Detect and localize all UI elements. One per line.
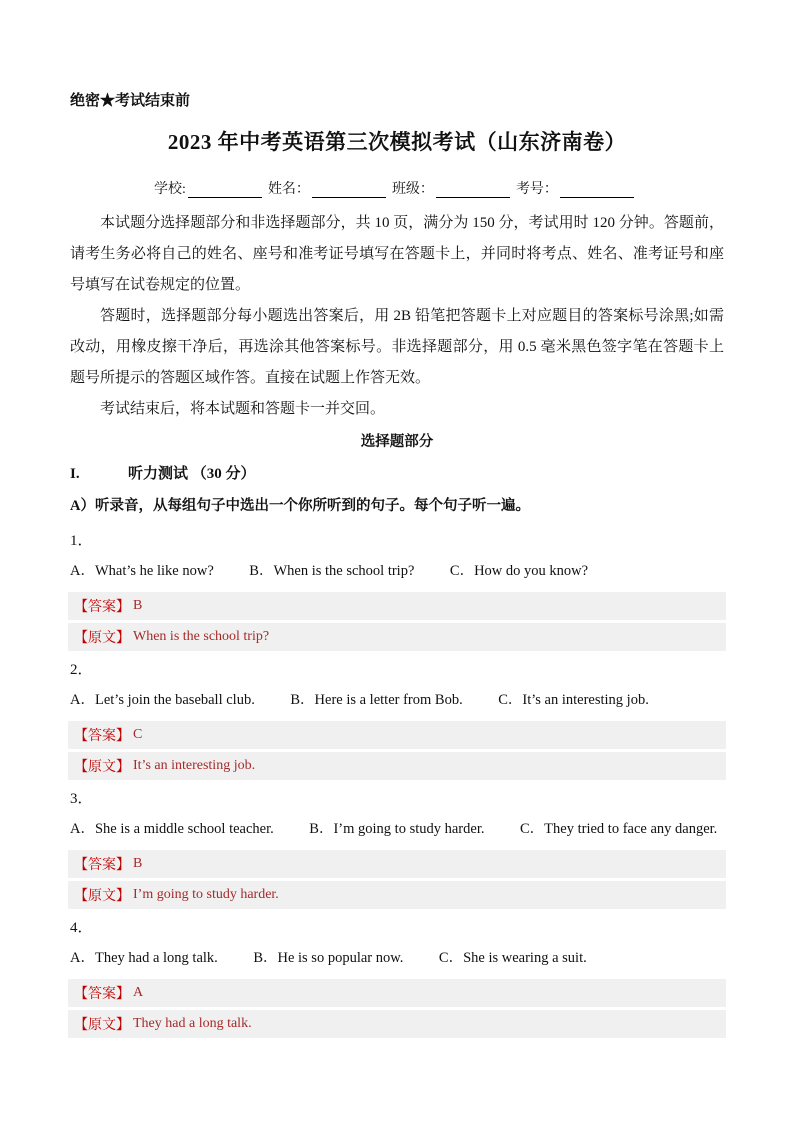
name-field	[268, 178, 386, 198]
answer-block	[68, 979, 726, 1038]
part-numeral: I.	[70, 466, 80, 482]
answer-row	[68, 592, 726, 620]
source-label: 【原文】	[74, 631, 130, 646]
source-value: When is the school trip?	[133, 629, 270, 644]
answer-value: B	[133, 598, 143, 613]
answer-label: 【答案】	[74, 600, 130, 615]
option-a: A．She is a middle school teacher.	[70, 821, 274, 837]
answer-row	[68, 850, 726, 878]
option-c: C．They tried to face any danger.	[520, 821, 718, 837]
option-b: B．When is the school trip?	[249, 563, 415, 579]
answer-label: 【答案】	[74, 858, 130, 873]
exam-instructions	[70, 208, 724, 425]
school-label: 学校:	[154, 182, 186, 197]
question-1	[70, 526, 724, 651]
answer-label: 【答案】	[74, 729, 130, 744]
question-number: 3．	[70, 791, 93, 807]
source-value: It’s an interesting job.	[133, 758, 256, 773]
subpart-heading: A）听录音，从每组句子中选出一个你所听到的句子。每个句子听一遍。	[70, 498, 530, 514]
source-row	[68, 752, 726, 780]
answer-row	[68, 721, 726, 749]
question-4	[70, 913, 724, 1038]
instruction-paragraph-1: 本试题分选择题部分和非选择题部分，共 10 页，满分为 150 分，考试用时 120 分钟。答题前，请考生务必将自己的姓名、座号和准考证号填写在答题卡上，并同时将考点、姓名、准考证号和座号填写在试卷规定的位置。	[70, 215, 724, 293]
class-blank-line	[436, 182, 510, 198]
option-b: B．Here is a letter from Bob.	[290, 692, 463, 708]
instruction-paragraph-2: 答题时，选择题部分每小题选出答案后，用 2B 铅笔把答题卡上对应题目的答案标号涂黑;如需改动，用橡皮擦干净后，再选涂其他答案标号。非选择题部分，用 0.5 毫米黑色签字笔在答题卡上题号所提示的答题区域作答。直接在试题上作答无效。	[70, 308, 724, 386]
security-notice: 绝密★考试结束前	[70, 93, 191, 109]
question-options	[70, 943, 724, 973]
name-label: 姓名：	[267, 182, 310, 197]
option-b: B．He is so popular now.	[253, 950, 404, 966]
school-field	[154, 178, 262, 198]
answer-value: A	[133, 985, 144, 1000]
answer-row	[68, 979, 726, 1007]
source-row	[68, 623, 726, 651]
option-b: B．I’m going to study harder.	[309, 821, 485, 837]
question-3	[70, 784, 724, 909]
question-options	[70, 814, 724, 844]
candidate-info-line	[70, 178, 724, 198]
source-value: I’m going to study harder.	[133, 887, 279, 902]
answer-value: C	[133, 727, 143, 742]
question-number: 2．	[70, 662, 93, 678]
page-title: 2023 年中考英语第三次模拟考试（山东济南卷）	[167, 130, 627, 154]
source-value: They had a long talk.	[133, 1016, 252, 1031]
question-options	[70, 685, 724, 715]
option-a: A．What’s he like now?	[70, 563, 214, 579]
exam-no-field	[516, 178, 634, 198]
source-row	[68, 1010, 726, 1038]
option-a: A．They had a long talk.	[70, 950, 218, 966]
question-number: 4．	[70, 920, 93, 936]
exam-no-label: 考号：	[515, 182, 558, 197]
source-label: 【原文】	[74, 760, 130, 775]
question-2	[70, 655, 724, 780]
question-number: 1．	[70, 533, 93, 549]
section-header: 选择题部分	[360, 434, 434, 450]
class-field	[392, 178, 510, 198]
source-label: 【原文】	[74, 1018, 130, 1033]
name-blank-line	[312, 182, 386, 198]
answer-label: 【答案】	[74, 987, 130, 1002]
option-c: C．It’s an interesting job.	[498, 692, 649, 708]
source-label: 【原文】	[74, 889, 130, 904]
part-title: 听力测试 （30 分）	[128, 466, 256, 482]
school-blank-line	[188, 182, 262, 198]
class-label: 班级：	[391, 182, 434, 197]
option-c: C．She is wearing a suit.	[438, 950, 587, 966]
option-a: A．Let’s join the baseball club.	[70, 692, 255, 708]
answer-block	[68, 850, 726, 909]
answer-value: B	[133, 856, 143, 871]
source-row	[68, 881, 726, 909]
instruction-paragraph-3: 考试结束后，将本试题和答题卡一并交回。	[100, 401, 386, 417]
answer-block	[68, 592, 726, 651]
exam-no-blank-line	[560, 182, 634, 198]
answer-block	[68, 721, 726, 780]
option-c: C．How do you know?	[449, 563, 589, 579]
question-options	[70, 556, 724, 586]
part-heading	[70, 458, 724, 490]
